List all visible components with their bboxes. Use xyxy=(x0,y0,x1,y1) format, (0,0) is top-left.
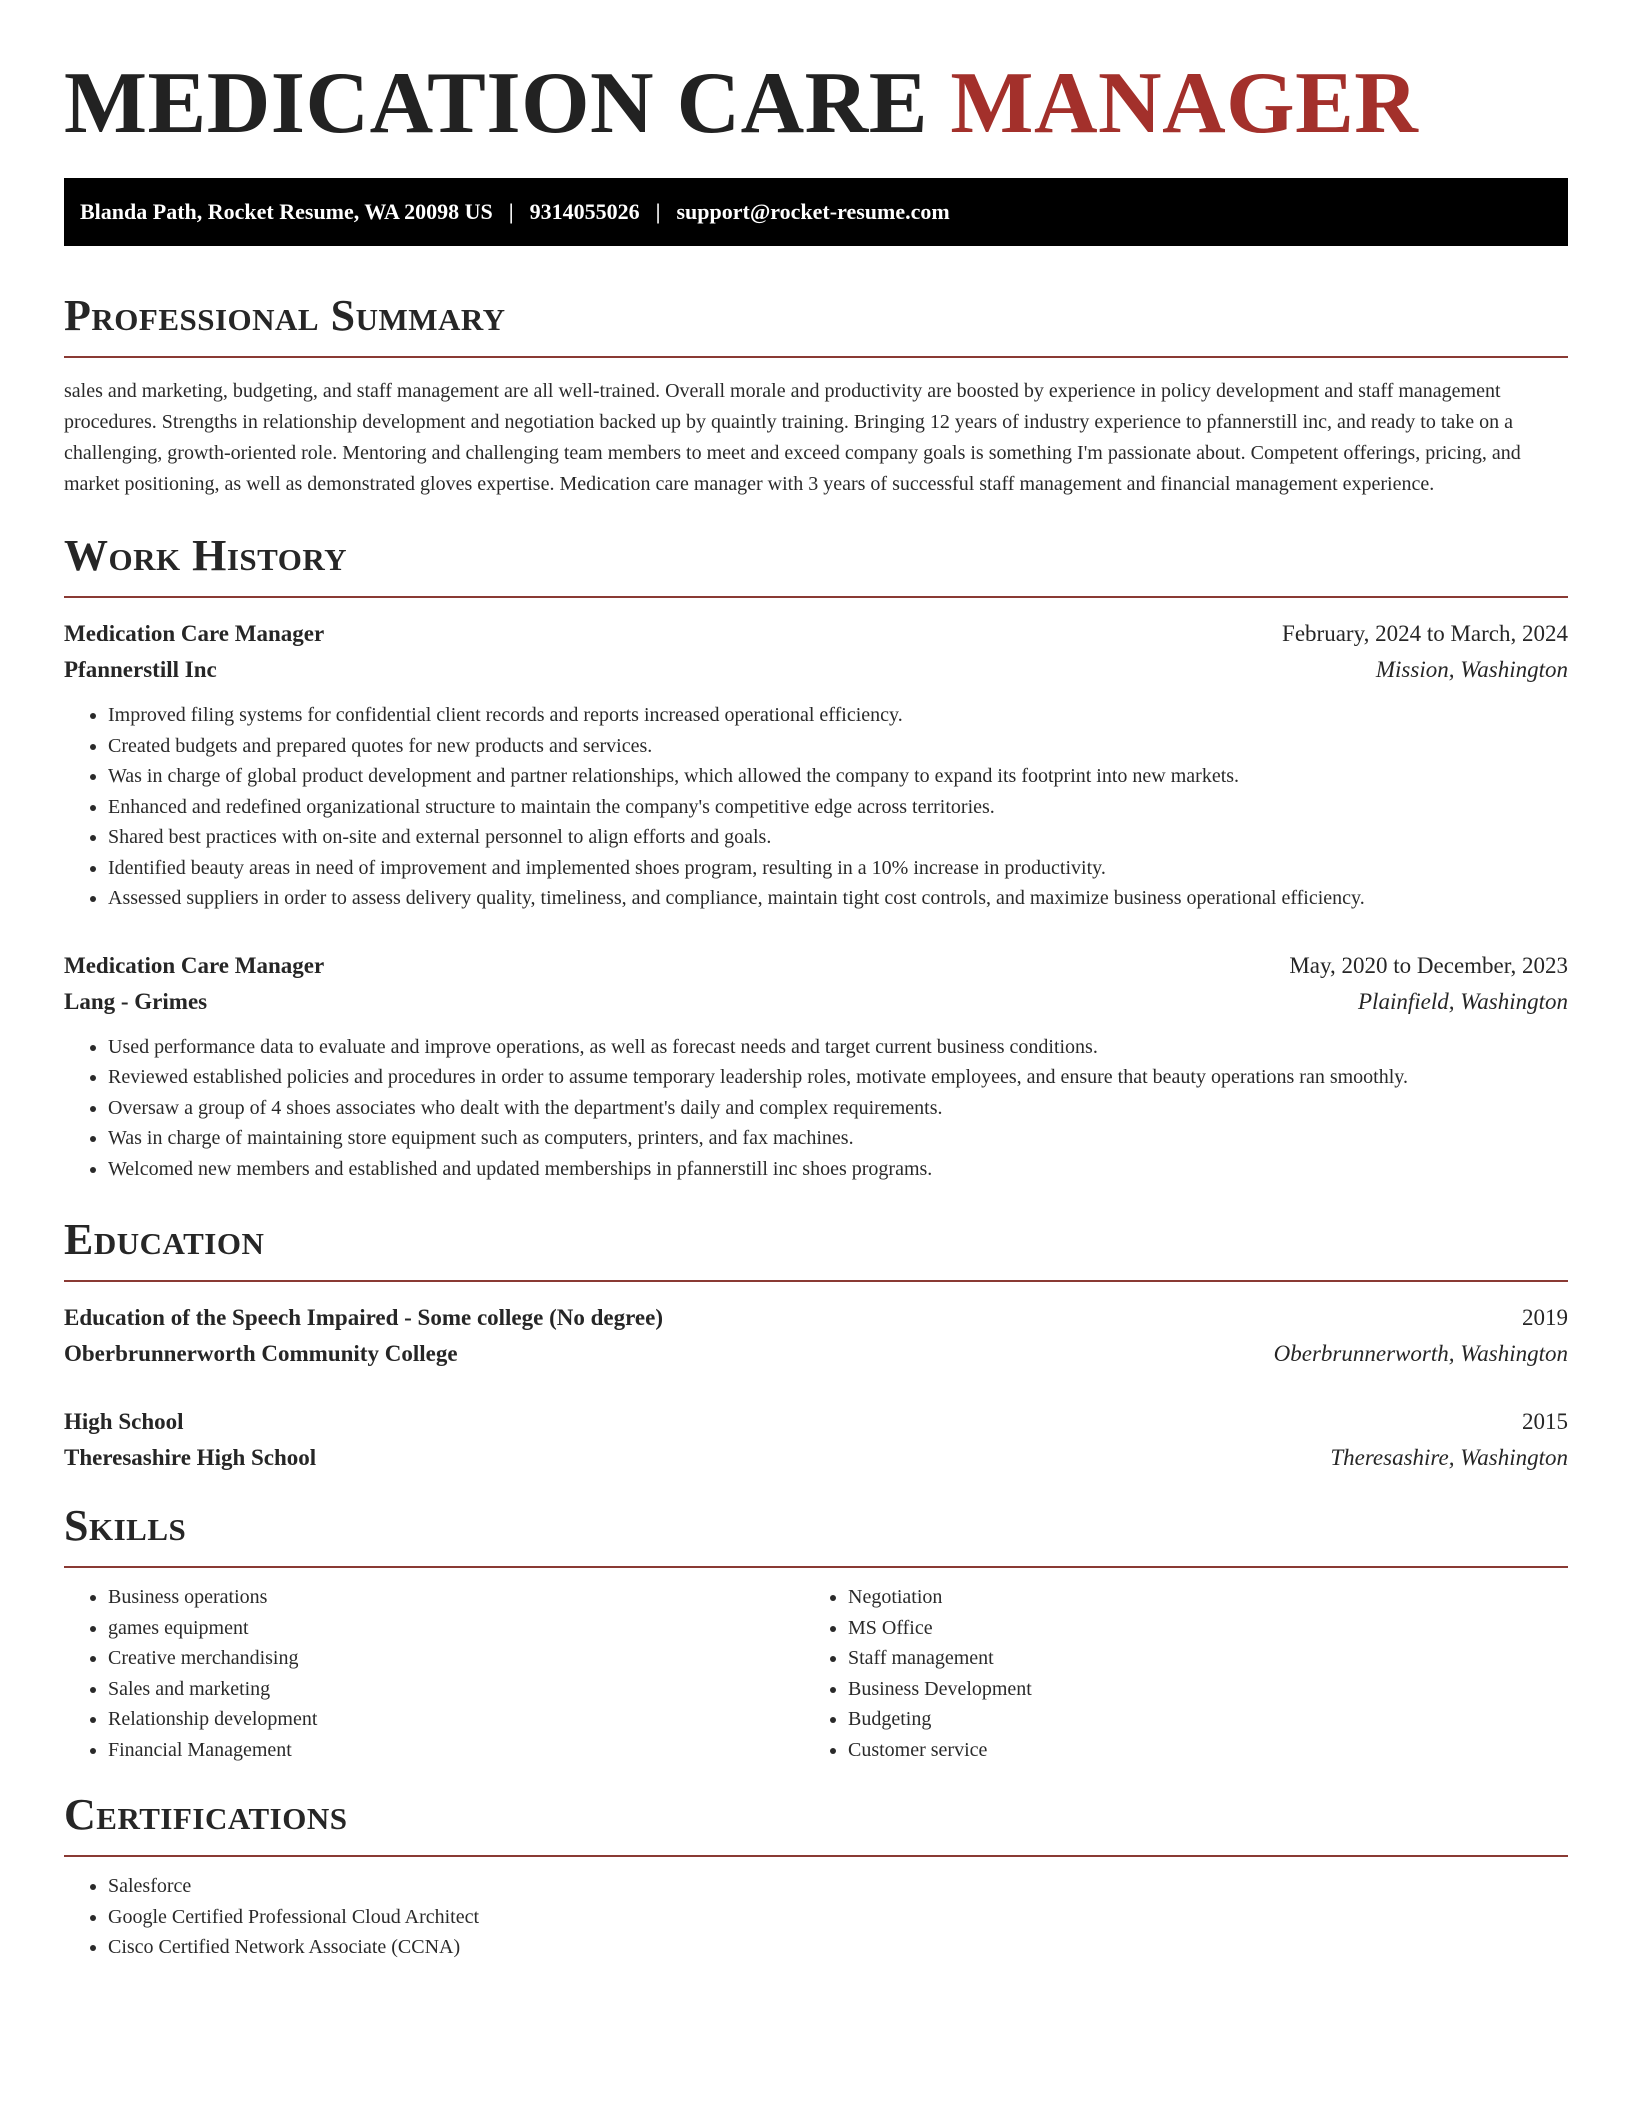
list-item: • Identified beauty areas in need of improvement and implemented shoes program, resulting in a 10% increase in productivity. xyxy=(108,853,1568,884)
job-header-row xyxy=(64,948,1568,984)
skills-column-left xyxy=(64,1582,804,1765)
work-history-heading: Work History xyxy=(64,531,348,580)
job-company: Pfannerstill Inc xyxy=(64,657,217,682)
education-location: Theresashire, Washington xyxy=(1330,1445,1568,1470)
job-entry xyxy=(64,948,1568,1185)
list-item: • Enhanced and redefined organizational structure to maintain the company's competitive edge across territories. xyxy=(108,792,1568,823)
education-degree-row xyxy=(64,1404,1568,1440)
contact-address: Blanda Path, Rocket Resume, WA 20098 US xyxy=(80,199,493,224)
job-company-row xyxy=(64,984,1568,1020)
education-degree-row xyxy=(64,1300,1568,1336)
list-item: • Assessed suppliers in order to assess delivery quality, timeliness, and compliance, maintain tight cost controls, and maximize business operational efficiency. xyxy=(108,883,1568,914)
list-item: • Was in charge of maintaining store equipment such as computers, printers, and fax machines. xyxy=(108,1123,1568,1154)
education-year: 2019 xyxy=(1522,1305,1568,1330)
list-item: • Creative merchandising xyxy=(108,1643,804,1674)
list-item: • Improved filing systems for confidential client records and reports increased operational efficiency. xyxy=(108,700,1568,731)
job-bullets xyxy=(64,700,1568,914)
work-history-section xyxy=(64,530,1568,1184)
title-accent: MANAGER xyxy=(950,55,1419,152)
job-header-row xyxy=(64,616,1568,652)
list-item: • Cisco Certified Network Associate (CCNA) xyxy=(108,1932,1568,1963)
summary-text: sales and marketing, budgeting, and staff management are all well-trained. Overall morale and productivity are boosted by experience in policy development and staff management procedures. Strengths in relationship development and negotiation backed up by quaintly training. Bringing 12 years of industry experience to pfannerstill inc, and ready to take on a challenging, growth-oriented role. Mentoring and challenging team members to meet and exceed company goals is something I'm passionate about. Competent offerings, pricing, and market positioning, as well as demonstrated gloves expertise. Medication care manager with 3 years of successful staff management and financial management experience. xyxy=(64,380,1521,495)
section-divider xyxy=(64,1566,1568,1568)
education-school: Oberbrunnerworth Community College xyxy=(64,1341,458,1366)
summary-heading: Professional Summary xyxy=(64,291,506,340)
list-item: • Shared best practices with on-site and external personnel to align efforts and goals. xyxy=(108,822,1568,853)
section-divider xyxy=(64,1280,1568,1282)
education-school-row xyxy=(64,1440,1568,1476)
section-divider xyxy=(64,596,1568,598)
title-main: MEDICATION CARE xyxy=(64,55,928,152)
education-heading: Education xyxy=(64,1215,265,1264)
skills-list xyxy=(64,1582,804,1765)
list-item: • Customer service xyxy=(848,1735,1544,1766)
list-item: • Budgeting xyxy=(848,1704,1544,1735)
contact-separator: | xyxy=(655,199,661,224)
list-item: • Welcomed new members and established and updated memberships in pfannerstill inc shoes programs. xyxy=(108,1154,1568,1185)
job-title: Medication Care Manager xyxy=(64,952,325,978)
list-item: • Sales and marketing xyxy=(108,1674,804,1705)
certifications-section xyxy=(64,1789,1568,1963)
skills-column-right xyxy=(804,1582,1544,1765)
list-item: • Google Certified Professional Cloud Architect xyxy=(108,1902,1568,1933)
list-item: • games equipment xyxy=(108,1613,804,1644)
list-item: • Relationship development xyxy=(108,1704,804,1735)
education-year: 2015 xyxy=(1522,1409,1568,1434)
job-company-row xyxy=(64,652,1568,688)
skills-heading: Skills xyxy=(64,1501,187,1550)
job-dates: May, 2020 to December, 2023 xyxy=(1289,952,1568,978)
skills-list xyxy=(804,1582,1544,1765)
skills-section xyxy=(64,1500,1568,1765)
list-item: • Created budgets and prepared quotes for new products and services. xyxy=(108,731,1568,762)
contact-separator: | xyxy=(508,199,514,224)
job-dates: February, 2024 to March, 2024 xyxy=(1282,621,1568,646)
job-entry xyxy=(64,616,1568,914)
section-divider xyxy=(64,356,1568,358)
list-item: • Negotiation xyxy=(848,1582,1544,1613)
job-company: Lang - Grimes xyxy=(64,988,208,1014)
certifications-list xyxy=(64,1871,1568,1963)
education-school-row xyxy=(64,1336,1568,1372)
summary-section xyxy=(64,290,1568,500)
certifications-heading: Certifications xyxy=(64,1790,348,1839)
list-item: • Salesforce xyxy=(108,1871,1568,1902)
job-location: Plainfield, Washington xyxy=(1358,988,1568,1014)
list-item: • Financial Management xyxy=(108,1735,804,1766)
list-item: • Used performance data to evaluate and improve operations, as well as forecast needs and target current business conditions. xyxy=(108,1032,1568,1063)
list-item: • Was in charge of global product development and partner relationships, which allowed the company to expand its footprint into new markets. xyxy=(108,761,1568,792)
education-entry xyxy=(64,1404,1568,1476)
skills-grid xyxy=(64,1582,1568,1765)
education-degree: Education of the Speech Impaired - Some college (No degree) xyxy=(64,1305,663,1330)
education-entry xyxy=(64,1300,1568,1372)
education-degree: High School xyxy=(64,1409,184,1434)
list-item: • Oversaw a group of 4 shoes associates who dealt with the department's daily and complex requirements. xyxy=(108,1093,1568,1124)
list-item: • Reviewed established policies and procedures in order to assume temporary leadership roles, motivate employees, and ensure that beauty operations ran smoothly. xyxy=(108,1062,1568,1093)
list-item: • Business operations xyxy=(108,1582,804,1613)
section-divider xyxy=(64,1855,1568,1857)
contact-bar xyxy=(64,178,1568,246)
job-location: Mission, Washington xyxy=(1375,657,1568,682)
list-item: • Staff management xyxy=(848,1643,1544,1674)
education-location: Oberbrunnerworth, Washington xyxy=(1273,1341,1568,1366)
job-bullets xyxy=(64,1032,1568,1185)
contact-phone: 9314055026 xyxy=(529,199,640,224)
contact-email: support@rocket-resume.com xyxy=(676,199,950,224)
list-item: • MS Office xyxy=(848,1613,1544,1644)
job-title: Medication Care Manager xyxy=(64,621,325,646)
resume-title xyxy=(64,54,1568,154)
education-section xyxy=(64,1214,1568,1476)
education-school: Theresashire High School xyxy=(64,1445,317,1470)
list-item: • Business Development xyxy=(848,1674,1544,1705)
